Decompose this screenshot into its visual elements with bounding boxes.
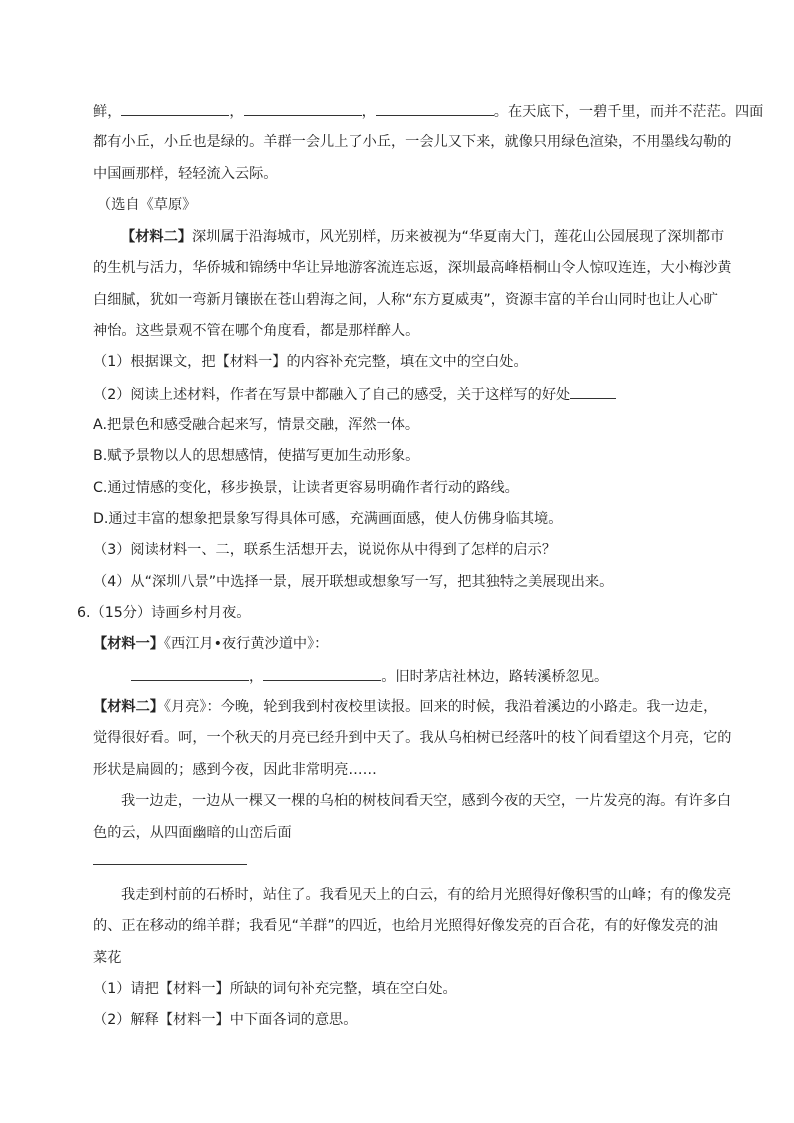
fill-blank[interactable] — [376, 101, 494, 116]
passage-source: （选自《草原》 — [97, 197, 197, 213]
text-fragment: 《月亮》：今晚，轮到我到村夜校里读报。回来的时候，我沿着溪边的小路走。我一边走， — [163, 699, 718, 715]
answer-blank[interactable] — [570, 384, 616, 399]
question-5-4: （4）从“深圳八景”中选择一景，展开联想或想象写一写，把其独特之美展现出来。 — [93, 574, 614, 590]
material-tag: 【材料二】 — [93, 699, 164, 715]
passage-line-2: 都有小丘，小丘也是绿的。羊群一会儿上了小丘，一会儿又下来，就像只用绿色渲染，不用墨线勾勒的 — [93, 134, 732, 150]
passage-line-3: 中国画那样，轻轻流入云际。 — [93, 166, 278, 182]
option-a: A.把景色和感受融合起来写，情景交融，浑然一体。 — [93, 417, 420, 433]
q6-material-2-line-1 — [93, 697, 717, 717]
material-tag: 【材料二】 — [121, 229, 192, 245]
passage-line-1 — [93, 101, 763, 122]
fill-blank[interactable] — [263, 666, 381, 681]
option-d: D.通过丰富的想象把景象写得具体可感，充满画面感，使人仿佛身临其境。 — [93, 511, 563, 527]
text-fragment: 《西江月•夜行黄沙道中》： — [163, 636, 329, 652]
text-fragment: ， — [229, 104, 244, 120]
q6-paragraph-3-line-3: 菜花 — [93, 950, 122, 966]
q6-paragraph-3-line-1: 我走到村前的石桥时，站住了。我看见天上的白云，有的给月光照得好像积雪的山峰；有的像发亮 — [121, 887, 732, 903]
text-fragment: 。在天底下，一碧千里，而并不茫茫。四面 — [493, 104, 764, 120]
text-fragment: 鲜， — [93, 104, 122, 120]
question-6-title: 6.（15分）诗画乡村月夜。 — [77, 605, 251, 621]
question-5-3: （3）阅读材料一、二，联系生活想开去，说说你从中得到了怎样的启示？ — [93, 542, 557, 558]
material-2-line-4: 神怡。这些景观不管在哪个角度看，都是那样醉人。 — [93, 323, 420, 339]
answer-line[interactable] — [93, 864, 247, 865]
question-5-2 — [93, 384, 616, 405]
material-2-line-2: 的生机与活力，华侨城和锦绣中华让异地游客流连忘返，深圳最高峰梧桐山令人惊叹连连，大小梅沙黄 — [93, 260, 732, 276]
option-c: C.通过情感的变化，移步换景，让读者更容易明确作者行动的路线。 — [93, 480, 519, 496]
fill-blank[interactable] — [121, 101, 229, 116]
question-6-1: （1）请把【材料一】所缺的词句补充完整，填在空白处。 — [93, 981, 457, 997]
text-fragment: （2）阅读上述材料，作者在写景中都融入了自己的感受，关于这样写的好处 — [93, 387, 571, 403]
option-b: B.赋予景物以人的思想感情，使描写更加生动形象。 — [93, 448, 420, 464]
q6-material-2-line-2: 觉得很好看。呵，一个秋天的月亮已经升到中天了。我从乌桕树已经落叶的枝丫间看望这个月亮，它的 — [93, 730, 732, 746]
q6-paragraph-2-line-1: 我一边走，一边从一棵又一棵的乌桕的树枝间看天空，感到今夜的天空，一片发亮的海。有许多白 — [121, 793, 732, 809]
text-fragment: 。旧时茅店社林边，路转溪桥忽见。 — [381, 669, 609, 685]
text-fragment: ， — [361, 104, 376, 120]
text-fragment: 深圳属于沿海城市，风光别样，历来被视为“华夏南大门，莲花山公园展现了深圳都市 — [191, 229, 725, 245]
q6-paragraph-2-line-2: 色的云，从四面幽暗的山峦后面 — [93, 825, 292, 841]
text-fragment: ， — [249, 669, 264, 685]
q6-material-2-line-3: 形状是扁圆的；感到今夜，因此非常明亮…… — [93, 762, 377, 778]
question-6-2: （2）解释【材料一】中下面各词的意思。 — [93, 1012, 358, 1028]
q6-material-1 — [93, 634, 328, 654]
material-2-line-3: 白细腻，犹如一弯新月镶嵌在苍山碧海之间，人称“东方夏威夷”，资源丰富的羊台山同时也让人心旷 — [93, 292, 718, 308]
q6-paragraph-3-line-2: 的、正在移动的绵羊群；我看见“羊群”的四近，也给月光照得好像发亮的百合花，有的好像发亮的油 — [93, 918, 718, 934]
fill-blank[interactable] — [244, 101, 362, 116]
poem-line — [131, 666, 608, 687]
fill-blank[interactable] — [131, 666, 249, 681]
material-2-line-1 — [121, 227, 724, 247]
question-5-1: （1）根据课文，把【材料一】的内容补充完整，填在文中的空白处。 — [93, 354, 528, 370]
material-tag: 【材料一】 — [93, 636, 164, 652]
